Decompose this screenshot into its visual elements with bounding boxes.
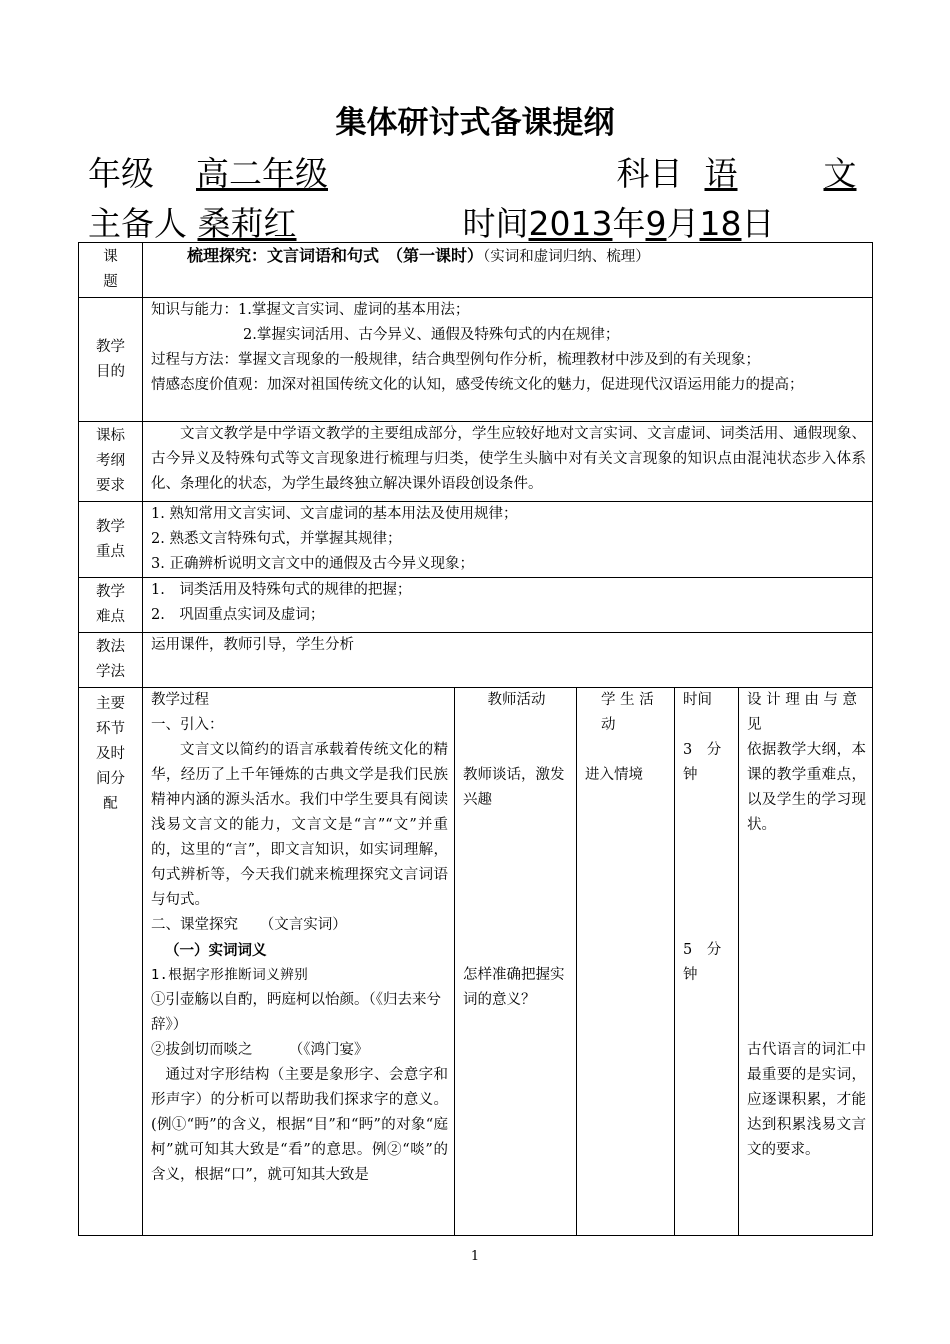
label-process: 主要 环节 及时 间分 配 [79,688,143,1236]
page-number: 1 [470,1249,480,1264]
date-year: 2013 [528,204,613,243]
date-year-unit: 年 [612,204,646,243]
row-process [79,688,873,1236]
key-point-line: 2. 熟悉文言特殊句式，并掌握其规律； [151,531,402,547]
document-title: 集体研讨式备课提纲 [335,105,615,141]
difficult-points-cell [143,578,873,633]
method-cell: 运用课件，教师引导，学生分析 [143,633,873,688]
goal-line: 情感态度价值观：加深对祖国传统文化的认知，感受传统文化的魅力，促进现代汉语运用能力的提高； [151,377,804,393]
teacher-activity: 教师谈话，激发兴趣 [463,767,565,808]
row-method [79,633,873,688]
date-month: 9 [645,204,667,243]
label-key-points: 教学 重点 [79,502,143,578]
goal-line: 过程与方法：掌握文言现象的一般规律，结合典型例句作分析，梳理教材中涉及到的有关现象； [151,352,760,368]
label-standard: 课标 考纲 要求 [79,422,143,502]
header-line-grade [88,148,857,195]
explore-heading: 二、课堂探究 （文言实词） [151,917,347,933]
design-header: 设 计 理 由 与 意 见 [747,692,858,733]
student-activity: 进入情境 [585,767,643,783]
row-goals [79,298,873,422]
subject-value: 语 文 [704,154,857,193]
row-standard [79,422,873,502]
design-column [739,688,873,1236]
date-day-unit: 日 [741,204,775,243]
lesson-plan-table [78,242,873,1236]
time-allocation: 3 分钟 [683,742,722,783]
method-heading: 1.根据字形推断词义辨别 [151,967,309,983]
example-line: ①引壶觞以自酌，眄庭柯以怡颜。（《归去来兮辞》） [151,992,441,1033]
teacher-activity: 怎样准确把握实词的意义？ [463,967,565,1008]
difficult-point-line: 1. 词类活用及特殊句式的规律的把握； [151,582,412,598]
difficult-point-line: 2. 巩固重点实词及虚词； [151,607,325,623]
grade-label: 年级 [88,154,154,193]
preparer-value: 桑莉红 [197,204,297,243]
key-point-line: 3. 正确辨析说明文言文中的通假及古今异义现象； [151,556,474,572]
subject-label: 科目 [616,154,683,193]
process-column [143,688,455,1236]
section-heading: （一）实词词义 [165,942,267,959]
analysis-text: 通过对字形结构（主要是象形字、会意字和形声字）的分析可以帮助我们探求字的意义。(例①“眄”的含义，根据“目”和“眄”的对象“庭柯”就可知其大致是“看”的意思。例②“啖”的含义，根据“口”，就可知其大致是 [151,1067,448,1183]
intro-heading: 一、引入： [151,717,224,733]
design-note: 依据教学大纲，本课的教学重难点，以及学生的学习现状。 [747,742,867,833]
label-method: 教法 学法 [79,633,143,688]
intro-text: 文言文以简约的语言承载着传统文化的精华，经历了上千年锤炼的古典文学是我们民族精神内涵的源头活水。我们中学生要具有阅读浅易文言文的能力，文言文是“言”“文”并重的，这里的“言”，即文言知识，如实词理解，句式辨析等，今天我们就来梳理探究文言词语与句式。 [151,742,448,908]
goals-cell [143,298,873,422]
goal-line: 知识与能力：1.掌握文言实词、虚词的基本用法； [151,302,470,318]
topic-main: 梳理探究：文言词语和句式 （第一课时） [187,246,484,265]
student-header: 学 生 活 动 [601,692,654,733]
row-key-points [79,502,873,578]
grade-value: 高二年级 [196,154,328,193]
label-goals: 教学 目的 [79,298,143,422]
time-allocation: 5 分钟 [683,942,722,983]
goal-line: 2.掌握实词活用、古今异义、通假及特殊句式的内在规律； [243,327,620,343]
teacher-activity-column [455,688,577,1236]
topic-note: （实词和虚词归纳、梳理） [483,249,650,265]
process-header: 教学过程 [151,692,209,708]
date-day: 18 [699,204,742,243]
key-points-cell [143,502,873,578]
time-header: 时间 [683,692,712,708]
label-topic: 课 题 [79,243,143,298]
header-line-preparer [88,198,774,245]
standard-cell: 文言文教学是中学语文教学的主要组成部分，学生应较好地对文言实词、文言虚词、词类活用、通假现象、古今异义及特殊句式等文言现象进行梳理与归类，使学生头脑中对有关文言现象的知识点由混沌状态步入体系化、条理化的状态，为学生最终独立解决课外语段创设条件。 [143,422,873,502]
key-point-line: 1. 熟知常用文言实词、文言虚词的基本用法及使用规律； [151,506,518,522]
preparer-label: 主备人 [88,204,187,243]
time-column [675,688,739,1236]
topic-cell [143,243,873,298]
design-note: 古代语言的词汇中最重要的是实词，应逐课积累，才能达到积累浅易文言文的要求。 [747,1042,867,1158]
date-month-unit: 月 [666,204,700,243]
time-label: 时间 [462,204,529,243]
example-line: ②拔剑切而啖之 （《鸿门宴》 [151,1042,369,1058]
row-difficult-points [79,578,873,633]
teacher-header: 教师活动 [487,692,546,708]
row-topic [79,243,873,298]
label-difficult-points: 教学 难点 [79,578,143,633]
student-activity-column [577,688,675,1236]
